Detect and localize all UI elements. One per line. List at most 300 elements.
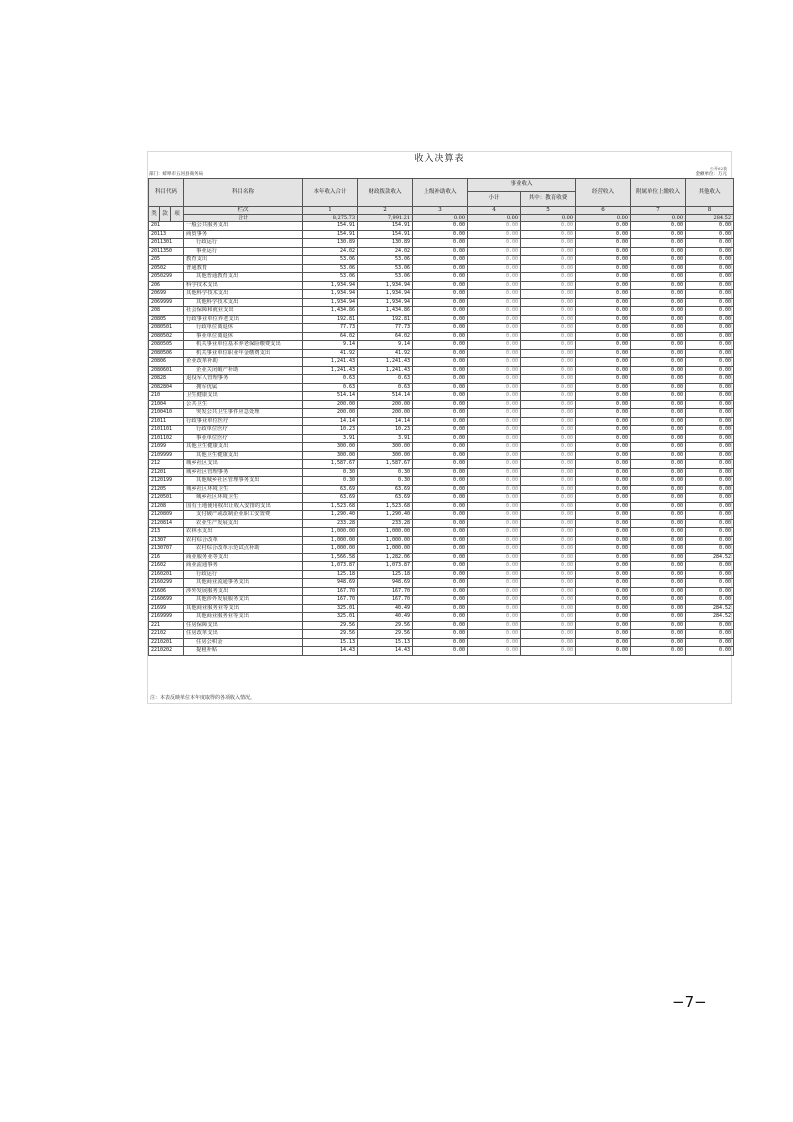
row-name: 公共卫生 — [184, 400, 303, 409]
row-subtotal: 0.00 — [468, 426, 521, 435]
row-superior: 0.00 — [413, 451, 468, 460]
row-other: 0.00 — [686, 358, 734, 367]
row-other: 0.00 — [686, 587, 734, 596]
row-edu: 0.00 — [521, 528, 576, 537]
total-cell-4: 0.00 — [468, 215, 521, 222]
row-name: 行政单位医疗 — [184, 426, 303, 435]
row-other: 0.00 — [686, 426, 734, 435]
row-name: 一般公共服务支出 — [184, 222, 303, 231]
row-other: 0.00 — [686, 570, 734, 579]
row-fiscal: 63.69 — [358, 485, 413, 494]
row-fiscal: 125.18 — [358, 570, 413, 579]
row-edu: 0.00 — [521, 358, 576, 367]
row-affiliated: 0.00 — [631, 290, 686, 299]
header-subtotal: 小计 — [468, 192, 521, 207]
row-total: 64.02 — [303, 332, 358, 341]
row-biz: 0.00 — [576, 647, 631, 656]
row-code: 2101101 — [149, 426, 184, 435]
row-edu: 0.00 — [521, 264, 576, 273]
row-fiscal: 29.56 — [358, 621, 413, 630]
table-row — [149, 417, 734, 426]
row-fiscal: 29.56 — [358, 630, 413, 639]
row-name: 事业单位医疗 — [184, 434, 303, 443]
row-edu: 0.00 — [521, 613, 576, 622]
row-name: 其他科学技术支出 — [184, 290, 303, 299]
header-other: 其他收入 — [686, 179, 734, 207]
row-subtotal: 0.00 — [468, 392, 521, 401]
row-total: 300.00 — [303, 451, 358, 460]
row-edu: 0.00 — [521, 298, 576, 307]
row-subtotal: 0.00 — [468, 366, 521, 375]
page-number: −7− — [672, 993, 707, 1011]
row-other: 0.00 — [686, 409, 734, 418]
row-other: 0.00 — [686, 485, 734, 494]
row-other: 0.00 — [686, 528, 734, 537]
row-affiliated: 0.00 — [631, 256, 686, 265]
row-other: 0.00 — [686, 596, 734, 605]
row-affiliated: 0.00 — [631, 222, 686, 231]
row-name: 事业单位离退休 — [184, 332, 303, 341]
income-table — [148, 178, 734, 656]
row-affiliated: 0.00 — [631, 383, 686, 392]
row-other: 0.00 — [686, 451, 734, 460]
total-cell-5: 0.00 — [521, 215, 576, 222]
row-code: 2011301 — [149, 239, 184, 248]
row-edu: 0.00 — [521, 230, 576, 239]
row-name: 行政单位离退休 — [184, 324, 303, 333]
row-name: 商业服务业等支出 — [184, 553, 303, 562]
row-fiscal: 10.23 — [358, 426, 413, 435]
row-biz: 0.00 — [576, 613, 631, 622]
row-superior: 0.00 — [413, 332, 468, 341]
row-code: 21208 — [149, 502, 184, 511]
row-name: 普通教育 — [184, 264, 303, 273]
row-affiliated: 0.00 — [631, 375, 686, 384]
row-superior: 0.00 — [413, 341, 468, 350]
row-edu: 0.00 — [521, 417, 576, 426]
row-other: 0.00 — [686, 273, 734, 282]
row-name: 社会保障和就业支出 — [184, 307, 303, 316]
row-subtotal: 0.00 — [468, 383, 521, 392]
table-row — [149, 298, 734, 307]
row-edu: 0.00 — [521, 426, 576, 435]
row-superior: 0.00 — [413, 375, 468, 384]
table-row — [149, 332, 734, 341]
row-code: 2080501 — [149, 324, 184, 333]
row-fiscal: 63.69 — [358, 494, 413, 503]
row-other: 0.00 — [686, 315, 734, 324]
row-affiliated: 0.00 — [631, 264, 686, 273]
row-fiscal: 77.73 — [358, 324, 413, 333]
row-biz: 0.00 — [576, 468, 631, 477]
row-superior: 0.00 — [413, 485, 468, 494]
unit-label: 金额单位：万元 — [695, 172, 727, 177]
row-total: 41.92 — [303, 349, 358, 358]
row-subtotal: 0.00 — [468, 307, 521, 316]
row-fiscal: 1,934.94 — [358, 281, 413, 290]
row-fiscal: 0.30 — [358, 468, 413, 477]
table-row — [149, 324, 734, 333]
row-affiliated: 0.00 — [631, 409, 686, 418]
row-code: 210 — [149, 392, 184, 401]
row-biz: 0.00 — [576, 434, 631, 443]
row-fiscal: 14.43 — [358, 647, 413, 656]
row-superior: 0.00 — [413, 392, 468, 401]
row-fiscal: 40.49 — [358, 613, 413, 622]
row-other: 0.00 — [686, 230, 734, 239]
row-affiliated: 0.00 — [631, 400, 686, 409]
row-edu: 0.00 — [521, 400, 576, 409]
row-biz: 0.00 — [576, 460, 631, 469]
table-row — [149, 222, 734, 231]
row-biz: 0.00 — [576, 247, 631, 256]
row-other: 0.00 — [686, 502, 734, 511]
col-num-4: 4 — [468, 207, 521, 215]
table-row — [149, 519, 734, 528]
income-table-body — [149, 222, 734, 656]
row-fiscal: 1,241.43 — [358, 366, 413, 375]
row-superior: 0.00 — [413, 570, 468, 579]
row-code: 21099 — [149, 443, 184, 452]
row-total: 77.73 — [303, 324, 358, 333]
row-subtotal: 0.00 — [468, 630, 521, 639]
row-total: 233.28 — [303, 519, 358, 528]
row-other: 0.00 — [686, 332, 734, 341]
row-total: 14.43 — [303, 647, 358, 656]
row-subtotal: 0.00 — [468, 477, 521, 486]
row-superior: 0.00 — [413, 281, 468, 290]
row-edu: 0.00 — [521, 579, 576, 588]
row-code: 2050299 — [149, 273, 184, 282]
header-biz: 经营收入 — [576, 179, 631, 207]
row-biz: 0.00 — [576, 630, 631, 639]
row-code: 20699 — [149, 290, 184, 299]
row-other: 0.00 — [686, 349, 734, 358]
row-other: 0.00 — [686, 307, 734, 316]
row-other: 0.00 — [686, 383, 734, 392]
table-row — [149, 647, 734, 656]
row-code: 21307 — [149, 536, 184, 545]
row-subtotal: 0.00 — [468, 621, 521, 630]
col-num-7: 7 — [631, 207, 686, 215]
row-affiliated: 0.00 — [631, 477, 686, 486]
row-fiscal: 514.14 — [358, 392, 413, 401]
row-other: 284.52 — [686, 613, 734, 622]
row-affiliated: 0.00 — [631, 553, 686, 562]
table-row — [149, 409, 734, 418]
row-superior: 0.00 — [413, 579, 468, 588]
header-col-index: 栏次 — [184, 207, 303, 215]
row-name: 商业流通事务 — [184, 562, 303, 571]
row-edu: 0.00 — [521, 409, 576, 418]
row-edu: 0.00 — [521, 494, 576, 503]
row-biz: 0.00 — [576, 417, 631, 426]
row-name: 科学技术支出 — [184, 281, 303, 290]
row-affiliated: 0.00 — [631, 332, 686, 341]
row-edu: 0.00 — [521, 349, 576, 358]
total-cell-7: 0.00 — [631, 215, 686, 222]
row-superior: 0.00 — [413, 366, 468, 375]
row-code: 2100410 — [149, 409, 184, 418]
row-total: 200.00 — [303, 400, 358, 409]
row-total: 130.89 — [303, 239, 358, 248]
row-biz: 0.00 — [576, 307, 631, 316]
row-edu: 0.00 — [521, 307, 576, 316]
row-other: 0.00 — [686, 247, 734, 256]
row-superior: 0.00 — [413, 426, 468, 435]
row-fiscal: 1,523.68 — [358, 502, 413, 511]
table-row — [149, 281, 734, 290]
table-row — [149, 477, 734, 486]
row-superior: 0.00 — [413, 536, 468, 545]
row-subtotal: 0.00 — [468, 536, 521, 545]
row-biz: 0.00 — [576, 281, 631, 290]
row-affiliated: 0.00 — [631, 545, 686, 554]
table-row — [149, 494, 734, 503]
header-edu: 其中：教育收费 — [521, 192, 576, 207]
table-row — [149, 587, 734, 596]
row-edu: 0.00 — [521, 621, 576, 630]
row-subtotal: 0.00 — [468, 434, 521, 443]
row-name: 突发公共卫生事件应急处理 — [184, 409, 303, 418]
row-subtotal: 0.00 — [468, 230, 521, 239]
row-biz: 0.00 — [576, 553, 631, 562]
row-affiliated: 0.00 — [631, 281, 686, 290]
table-row — [149, 579, 734, 588]
row-code: 2169999 — [149, 613, 184, 622]
row-subtotal: 0.00 — [468, 375, 521, 384]
col-num-6: 6 — [576, 207, 631, 215]
row-edu: 0.00 — [521, 324, 576, 333]
row-name: 农村综合改革 — [184, 536, 303, 545]
row-affiliated: 0.00 — [631, 358, 686, 367]
table-row — [149, 366, 734, 375]
row-code: 208 — [149, 307, 184, 316]
row-superior: 0.00 — [413, 528, 468, 537]
row-subtotal: 0.00 — [468, 638, 521, 647]
row-other: 0.00 — [686, 400, 734, 409]
row-superior: 0.00 — [413, 494, 468, 503]
row-affiliated: 0.00 — [631, 638, 686, 647]
row-edu: 0.00 — [521, 647, 576, 656]
row-other: 0.00 — [686, 324, 734, 333]
table-row — [149, 349, 734, 358]
row-total: 1,241.43 — [303, 358, 358, 367]
row-biz: 0.00 — [576, 383, 631, 392]
row-name: 行政运行 — [184, 570, 303, 579]
row-fiscal: 167.70 — [358, 587, 413, 596]
row-subtotal: 0.00 — [468, 579, 521, 588]
row-subtotal: 0.00 — [468, 341, 521, 350]
row-code: 20828 — [149, 375, 184, 384]
table-row — [149, 621, 734, 630]
row-other: 284.52 — [686, 604, 734, 613]
row-biz: 0.00 — [576, 332, 631, 341]
table-row — [149, 545, 734, 554]
row-edu: 0.00 — [521, 290, 576, 299]
row-superior: 0.00 — [413, 222, 468, 231]
row-fiscal: 41.92 — [358, 349, 413, 358]
row-superior: 0.00 — [413, 519, 468, 528]
row-fiscal: 14.14 — [358, 417, 413, 426]
row-name: 提租补贴 — [184, 647, 303, 656]
row-name: 农林水支出 — [184, 528, 303, 537]
row-code: 2160299 — [149, 579, 184, 588]
row-total: 53.06 — [303, 273, 358, 282]
row-fiscal: 300.00 — [358, 443, 413, 452]
col-num-2: 2 — [358, 207, 413, 215]
row-edu: 0.00 — [521, 630, 576, 639]
row-name: 事业运行 — [184, 247, 303, 256]
row-affiliated: 0.00 — [631, 630, 686, 639]
row-other: 0.00 — [686, 494, 734, 503]
row-affiliated: 0.00 — [631, 307, 686, 316]
row-code: 2210202 — [149, 647, 184, 656]
row-name: 城乡社区管理事务 — [184, 468, 303, 477]
table-row — [149, 443, 734, 452]
table-row — [149, 290, 734, 299]
total-cell-1: 8,275.73 — [303, 215, 358, 222]
row-total: 1,934.94 — [303, 281, 358, 290]
row-edu: 0.00 — [521, 485, 576, 494]
table-row — [149, 341, 734, 350]
row-affiliated: 0.00 — [631, 230, 686, 239]
row-edu: 0.00 — [521, 638, 576, 647]
total-cell-8: 284.52 — [686, 215, 734, 222]
row-code: 21699 — [149, 604, 184, 613]
row-fiscal: 53.06 — [358, 264, 413, 273]
row-affiliated: 0.00 — [631, 460, 686, 469]
form-number: 公开02表 — [709, 166, 727, 171]
row-subtotal: 0.00 — [468, 222, 521, 231]
row-total: 200.00 — [303, 409, 358, 418]
row-name: 卫生健康支出 — [184, 392, 303, 401]
row-subtotal: 0.00 — [468, 647, 521, 656]
row-total: 53.06 — [303, 264, 358, 273]
table-row — [149, 239, 734, 248]
row-superior: 0.00 — [413, 468, 468, 477]
row-name: 城乡社区支出 — [184, 460, 303, 469]
row-fiscal: 3.91 — [358, 434, 413, 443]
row-other: 0.00 — [686, 264, 734, 273]
row-other: 0.00 — [686, 256, 734, 265]
row-superior: 0.00 — [413, 400, 468, 409]
row-total: 1,523.68 — [303, 502, 358, 511]
row-fiscal: 1,282.06 — [358, 553, 413, 562]
row-code: 2210201 — [149, 638, 184, 647]
table-row — [149, 562, 734, 571]
row-fiscal: 1,290.40 — [358, 511, 413, 520]
row-code: 2109999 — [149, 451, 184, 460]
row-other: 0.00 — [686, 647, 734, 656]
row-subtotal: 0.00 — [468, 553, 521, 562]
row-code: 221 — [149, 621, 184, 630]
row-biz: 0.00 — [576, 341, 631, 350]
row-other: 0.00 — [686, 443, 734, 452]
row-total: 10.23 — [303, 426, 358, 435]
row-name: 其他城乡社区管理事务支出 — [184, 477, 303, 486]
table-row — [149, 256, 734, 265]
row-other: 0.00 — [686, 281, 734, 290]
row-biz: 0.00 — [576, 451, 631, 460]
row-subtotal: 0.00 — [468, 315, 521, 324]
row-other: 0.00 — [686, 290, 734, 299]
department-label: 部门：蚌埠市五河县商务局 — [149, 172, 203, 177]
row-superior: 0.00 — [413, 545, 468, 554]
row-other: 0.00 — [686, 375, 734, 384]
row-biz: 0.00 — [576, 315, 631, 324]
row-affiliated: 0.00 — [631, 596, 686, 605]
row-subtotal: 0.00 — [468, 247, 521, 256]
row-biz: 0.00 — [576, 545, 631, 554]
row-affiliated: 0.00 — [631, 621, 686, 630]
row-code: 2120501 — [149, 494, 184, 503]
row-edu: 0.00 — [521, 366, 576, 375]
row-biz: 0.00 — [576, 621, 631, 630]
row-biz: 0.00 — [576, 290, 631, 299]
row-edu: 0.00 — [521, 281, 576, 290]
row-fiscal: 0.63 — [358, 383, 413, 392]
row-total: 0.63 — [303, 375, 358, 384]
row-code: 205 — [149, 256, 184, 265]
table-row — [149, 553, 734, 562]
row-code: 2011350 — [149, 247, 184, 256]
row-affiliated: 0.00 — [631, 519, 686, 528]
row-superior: 0.00 — [413, 264, 468, 273]
row-biz: 0.00 — [576, 264, 631, 273]
row-subtotal: 0.00 — [468, 502, 521, 511]
row-superior: 0.00 — [413, 290, 468, 299]
row-superior: 0.00 — [413, 511, 468, 520]
row-superior: 0.00 — [413, 307, 468, 316]
col-num-5: 5 — [521, 207, 576, 215]
row-code: 21004 — [149, 400, 184, 409]
table-row — [149, 273, 734, 282]
row-edu: 0.00 — [521, 545, 576, 554]
row-code: 2130707 — [149, 545, 184, 554]
row-total: 167.70 — [303, 596, 358, 605]
row-fiscal: 200.00 — [358, 409, 413, 418]
row-biz: 0.00 — [576, 604, 631, 613]
header-total: 本年收入合计 — [303, 179, 358, 207]
row-other: 0.00 — [686, 477, 734, 486]
row-code: 2120814 — [149, 519, 184, 528]
row-biz: 0.00 — [576, 366, 631, 375]
row-code: 20806 — [149, 358, 184, 367]
row-code: 20805 — [149, 315, 184, 324]
row-affiliated: 0.00 — [631, 273, 686, 282]
header-affiliated: 附属单位上缴收入 — [631, 179, 686, 207]
row-affiliated: 0.00 — [631, 298, 686, 307]
row-code: 2120809 — [149, 511, 184, 520]
table-row — [149, 485, 734, 494]
row-total: 948.69 — [303, 579, 358, 588]
row-other: 0.00 — [686, 638, 734, 647]
row-fiscal: 154.91 — [358, 230, 413, 239]
row-total: 3.91 — [303, 434, 358, 443]
row-name: 行政事业单位养老支出 — [184, 315, 303, 324]
row-biz: 0.00 — [576, 638, 631, 647]
row-name: 城乡社区环境卫生 — [184, 485, 303, 494]
report-title: 收入决算表 — [414, 154, 465, 164]
row-other: 0.00 — [686, 579, 734, 588]
row-superior: 0.00 — [413, 443, 468, 452]
row-subtotal: 0.00 — [468, 485, 521, 494]
row-affiliated: 0.00 — [631, 485, 686, 494]
row-biz: 0.00 — [576, 256, 631, 265]
row-edu: 0.00 — [521, 562, 576, 571]
row-name: 教育支出 — [184, 256, 303, 265]
